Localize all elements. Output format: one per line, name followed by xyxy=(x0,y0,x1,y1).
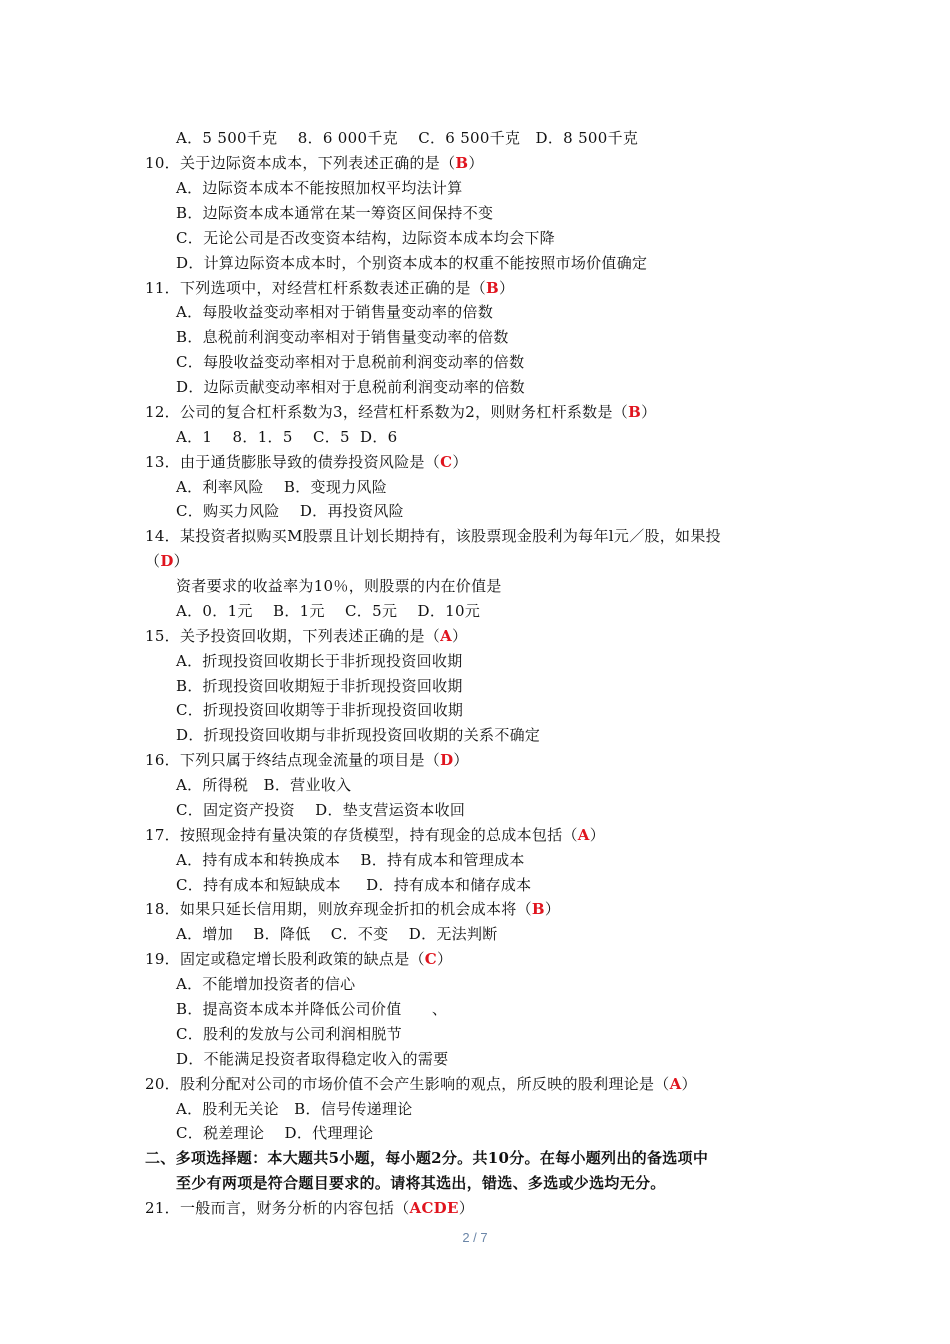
line-text: C．股利的发放与公司利润相脱节 xyxy=(176,1025,402,1043)
line-text: 19．固定或稳定增长股利政策的缺点是（ xyxy=(145,950,425,968)
line-text: D．折现投资回收期与非折现投资回收期的关系不确定 xyxy=(176,726,541,744)
question-line xyxy=(145,825,605,845)
line-text: D．计算边际资本成本时，个别资本成本的权重不能按照市场价值确定 xyxy=(176,254,648,272)
option-line xyxy=(176,128,638,148)
line-text: A．边际资本成本不能按照加权平均法计算 xyxy=(176,179,463,197)
line-text: A．1 8．1．5 C．5 D．6 xyxy=(176,428,398,446)
closing-paren: ） xyxy=(437,950,453,968)
option-line xyxy=(176,327,509,347)
line-text: 资者要求的收益率为10％，则股票的内在价值是 xyxy=(176,577,502,595)
line-text: B．息税前利润变动率相对于销售量变动率的倍数 xyxy=(176,328,509,346)
closing-paren: ） xyxy=(458,1199,475,1217)
line-text: C．每股收益变动率相对于息税前利润变动率的倍数 xyxy=(176,353,525,371)
answer-key: B xyxy=(531,900,545,918)
answer-key: C xyxy=(440,453,453,471)
closing-paren: ） xyxy=(681,1075,697,1093)
line-text: 至少有两项是符合题目要求的。请将其选出，错选、多选或少选均无分。 xyxy=(176,1174,666,1192)
option-line xyxy=(176,651,463,671)
option-line xyxy=(176,800,465,820)
answer-key: ACDE xyxy=(409,1199,459,1217)
question-line xyxy=(145,1148,708,1168)
closing-paren: ） xyxy=(468,154,484,172)
closing-paren: ） xyxy=(452,453,468,471)
line-text: 21．一般而言，财务分析的内容包括（ xyxy=(145,1199,410,1217)
line-text: C．购买力风险 D．再投资风险 xyxy=(176,502,404,520)
answer-key: D xyxy=(440,751,454,769)
option-line xyxy=(176,850,525,870)
answer-key: D xyxy=(160,552,174,570)
line-text: A．股利无关论 B．信号传递理论 xyxy=(176,1100,413,1118)
closing-paren: ） xyxy=(453,751,469,769)
line-text: C．折现投资回收期等于非折现投资回收期 xyxy=(176,701,464,719)
option-line xyxy=(176,725,540,745)
option-line xyxy=(176,676,463,696)
question-line xyxy=(145,1074,697,1094)
answer-key: B xyxy=(455,154,469,172)
line-text: B．边际资本成本通常在某一筹资区间保持不变 xyxy=(176,204,494,222)
option-line xyxy=(176,924,498,944)
line-text: A．0．1元 B．1元 C．5元 D．10元 xyxy=(176,602,481,620)
closing-paren: ） xyxy=(589,826,606,844)
line-text: A．所得税 B．营业收入 xyxy=(176,776,352,794)
line-text: 18．如果只延长信用期，则放弃现金折扣的机会成本将（ xyxy=(145,900,532,918)
option-line xyxy=(176,501,404,521)
option-line xyxy=(176,203,493,223)
option-line xyxy=(176,178,463,198)
line-text: （ xyxy=(145,552,161,570)
answer-key: B xyxy=(628,403,642,421)
line-text: B．折现投资回收期短于非折现投资回收期 xyxy=(176,677,463,695)
page-number: 2 / 7 xyxy=(462,1230,488,1245)
answer-key: C xyxy=(424,950,438,968)
answer-key: A xyxy=(440,627,453,645)
line-text: A．折现投资回收期长于非折现投资回收期 xyxy=(176,652,463,670)
line-text: 16．下列只属于终结点现金流量的项目是（ xyxy=(145,751,441,769)
option-line xyxy=(176,427,397,447)
question-line xyxy=(145,551,189,571)
option-line xyxy=(176,302,493,322)
option-line xyxy=(176,477,387,497)
line-text: B．提高资本成本并降低公司价值 、 xyxy=(176,1000,448,1018)
closing-paren: ） xyxy=(452,627,468,645)
line-text: 12．公司的复合杠杆系数为3，经营杠杆系数为2，则财务杠杆系数是（ xyxy=(145,403,629,421)
question-line xyxy=(145,278,514,298)
closing-paren: ） xyxy=(173,552,189,570)
line-text: C．持有成本和短缺成本 D．持有成本和储存成本 xyxy=(176,876,532,894)
option-line xyxy=(176,1099,413,1119)
question-line xyxy=(145,626,467,646)
line-text: 10．关于边际资本成本，下列表述正确的是（ xyxy=(145,154,456,172)
line-text: D．边际贡献变动率相对于息税前利润变动率的倍数 xyxy=(176,378,525,396)
question-line xyxy=(145,949,452,969)
line-text: 15．关予投资回收期，下列表述正确的是（ xyxy=(145,627,441,645)
line-text: 二、多项选择题：本大题共5小题，每小题2分。共10分。在每小题列出的备选项中 xyxy=(145,1149,709,1167)
line-text: 11．下列选项中，对经营杠杆系数表述正确的是（ xyxy=(145,279,486,297)
option-line xyxy=(176,576,502,596)
line-text: C．无论公司是否改变资本结构，边际资本成本均会下降 xyxy=(176,229,555,247)
option-line xyxy=(176,253,647,273)
option-line xyxy=(176,999,447,1019)
line-text: C．固定资产投资 D．垫支营运资本收回 xyxy=(176,801,466,819)
option-line xyxy=(176,1123,373,1143)
answer-key: A xyxy=(669,1075,682,1093)
option-line xyxy=(176,974,355,994)
line-text: A．持有成本和转换成本 B．持有成本和管理成本 xyxy=(176,851,525,869)
question-line xyxy=(145,1198,474,1218)
option-line xyxy=(176,700,463,720)
option-line xyxy=(176,228,555,248)
answer-key: A xyxy=(577,826,590,844)
option-line xyxy=(176,1024,402,1044)
line-text: A．不能增加投资者的信心 xyxy=(176,975,356,993)
line-text: A．增加 B．降低 C．不变 D．无法判断 xyxy=(176,925,498,943)
line-text: 14．某投资者拟购买M股票且计划长期持有，该股票现金股利为每年l元／股，如果投 xyxy=(145,527,721,545)
closing-paren: ） xyxy=(641,403,657,421)
answer-key: B xyxy=(486,279,499,297)
line-text: 17．按照现金持有量决策的存货模型，持有现金的总成本包括（ xyxy=(145,826,578,844)
option-line xyxy=(176,377,525,397)
line-text: A．利率风险 B．变现力风险 xyxy=(176,478,388,496)
question-line xyxy=(145,402,656,422)
option-line xyxy=(176,875,531,895)
option-line xyxy=(176,1173,666,1193)
line-text: 13．由于通货膨胀导致的债券投资风险是（ xyxy=(145,453,441,471)
closing-paren: ） xyxy=(498,279,515,297)
option-line xyxy=(176,775,351,795)
question-line xyxy=(145,750,469,770)
option-line xyxy=(176,1049,448,1069)
line-text: C．税差理论 D．代理理论 xyxy=(176,1124,374,1142)
question-line xyxy=(145,526,721,546)
line-text: D．不能满足投资者取得稳定收入的需要 xyxy=(176,1050,449,1068)
line-text: A．每股收益变动率相对于销售量变动率的倍数 xyxy=(176,303,494,321)
option-line xyxy=(176,601,480,621)
line-text: 20．股利分配对公司的市场价值不会产生影响的观点，所反映的股利理论是（ xyxy=(145,1075,670,1093)
question-line xyxy=(145,153,484,173)
question-line xyxy=(145,899,560,919)
line-text: A．5 500千克 8．6 000千克 C．6 500千克 D．8 500千克 xyxy=(176,129,639,147)
option-line xyxy=(176,352,524,372)
question-line xyxy=(145,452,468,472)
closing-paren: ） xyxy=(544,900,561,918)
